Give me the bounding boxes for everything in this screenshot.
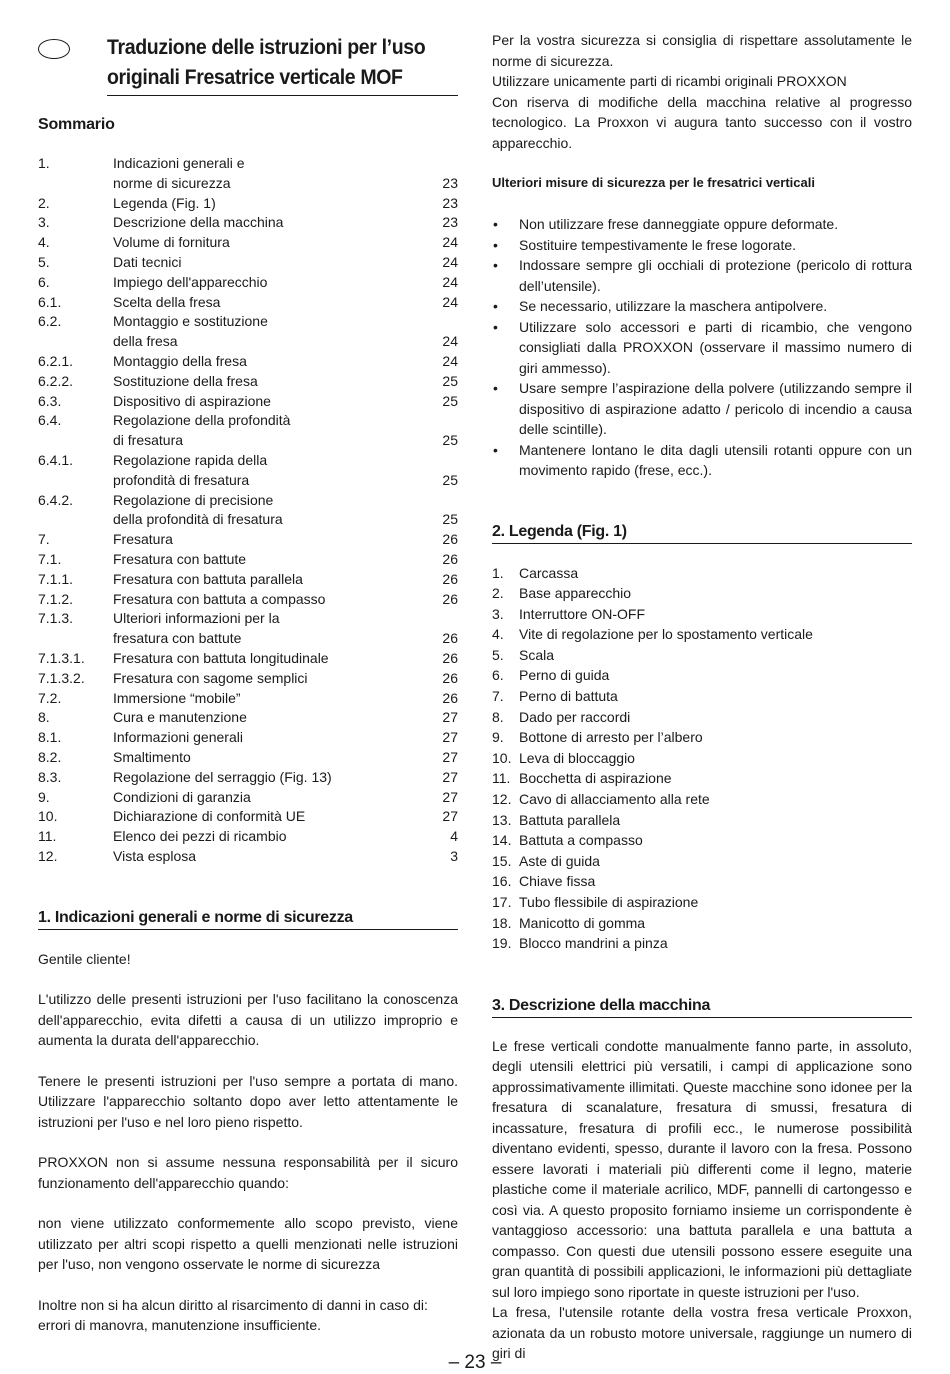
legend-item-number: 18. — [492, 914, 512, 931]
safety-bullet — [492, 255, 912, 296]
toc-entry-num: 6.3. — [38, 392, 62, 409]
toc-entry-num: 7.1. — [38, 550, 62, 567]
toc-entry-page — [418, 491, 458, 511]
toc-entry — [38, 312, 458, 332]
toc-entry — [38, 510, 458, 530]
toc-entry-title: della profondità di fresatura — [113, 511, 283, 528]
document-title-line1: Traduzione delle istruzioni per l’uso — [107, 36, 426, 59]
toc-entry-title: Fresatura con sagome semplici — [113, 669, 308, 686]
section1-heading: 1. Indicazioni generali e norme di sicurezza — [38, 908, 458, 930]
toc-entry-page — [418, 609, 458, 629]
toc-entry-title: Elenco dei pezzi di ricambio — [113, 828, 287, 845]
legend-item-number: 12. — [492, 791, 512, 808]
section1-paragraph-4: non viene utilizzato conformemente allo scopo previsto, viene utilizzato per altri scopi rispetto a quelli menzionati nelle istruzioni per l'uso, non vengono osservate le norme di sicurezza — [38, 1215, 458, 1273]
legend-item-text: Blocco mandrini a pinza — [519, 935, 668, 952]
toc-entry-num: 6.4. — [38, 412, 62, 429]
toc-entry-title: Legenda (Fig. 1) — [113, 194, 216, 211]
legend-item — [492, 686, 912, 707]
toc-entry-page: 27 — [442, 748, 458, 765]
toc-entry — [38, 827, 458, 847]
title-rule — [107, 95, 458, 96]
toc-entry-num: 7.1.1. — [38, 570, 74, 587]
toc-entry-num: 12. — [38, 847, 58, 864]
section1-paragraph-3: PROXXON non si assume nessuna responsabilità per il sicuro funzionamento dell'apparecchio quando: — [38, 1154, 458, 1191]
legend-item-number: 8. — [492, 708, 504, 725]
toc-entry — [38, 590, 458, 610]
toc-entry-num: 9. — [38, 788, 50, 805]
legend-item-number: 13. — [492, 811, 512, 828]
section2-heading: 2. Legenda (Fig. 1) — [492, 522, 912, 544]
legend-item — [492, 830, 912, 851]
legend-item-number: 14. — [492, 832, 512, 849]
toc-entry-page: 25 — [442, 471, 458, 488]
toc-entry-num: 7.1.3.2. — [38, 669, 85, 686]
toc-entry — [38, 332, 458, 352]
legend-item-text: Chiave fissa — [519, 873, 596, 890]
toc-entry-title: Indicazioni generali e — [113, 155, 245, 171]
safety-bullet — [492, 378, 912, 440]
safety-bullet — [492, 296, 912, 317]
legend-item-text: Vite di regolazione per lo spostamento verticale — [519, 626, 813, 643]
toc-entry — [38, 788, 458, 808]
legend-item-text: Aste di guida — [519, 852, 600, 869]
safety-paragraph-1: Per la vostra sicurezza si consiglia di rispettare assolutamente le norme di sicurezza. — [492, 32, 912, 69]
toc-entry-num — [38, 471, 113, 491]
legend-item — [492, 768, 912, 789]
bullet-dot-icon: • — [493, 216, 498, 232]
toc-entry-page — [418, 411, 458, 431]
toc-entry-num: 6. — [38, 273, 50, 290]
toc-entry-num: 7.1.3.1. — [38, 649, 85, 666]
bullet-dot-icon: • — [493, 318, 498, 335]
legend-item — [492, 810, 912, 831]
safety-bullet-text: Mantenere lontano le dita dagli utensili rotanti oppure con un movimento rapido (frese, ecc.). — [519, 441, 912, 478]
legend-item — [492, 624, 912, 645]
toc-entry-title: Scelta della fresa — [113, 293, 221, 310]
toc-entry — [38, 253, 458, 273]
legend-item-number: 17. — [492, 894, 512, 910]
toc-entry-page: 26 — [442, 531, 458, 548]
legend-item-number: 4. — [492, 626, 504, 643]
toc-entry-page: 25 — [442, 432, 458, 449]
toc-entry-page: 26 — [442, 649, 458, 666]
legend-item — [492, 913, 912, 934]
toc-heading: Sommario — [38, 116, 115, 133]
toc-entry-title: Fresatura con battute — [113, 550, 247, 567]
toc-entry — [38, 530, 458, 550]
toc-entry-num — [38, 510, 113, 530]
toc-entry-title: Vista esplosa — [113, 847, 197, 864]
legend-item-text: Perno di battuta — [519, 688, 618, 705]
bullet-dot-icon: • — [493, 236, 498, 253]
toc-entry-title: Ulteriori informazioni per la — [113, 610, 280, 627]
toc-entry-num: 7.1.2. — [38, 590, 74, 607]
toc-entry — [38, 372, 458, 392]
legend-item-text: Perno di guida — [519, 667, 610, 684]
toc-entry-num: 4. — [38, 234, 50, 251]
toc-entry — [38, 213, 458, 233]
toc-entry-num: 1. — [38, 155, 50, 171]
toc-entry-page: 23 — [442, 194, 458, 211]
toc-entry-num: 8.3. — [38, 768, 62, 785]
toc-entry-num — [38, 431, 113, 451]
safety-bullet — [492, 214, 912, 235]
toc-entry — [38, 233, 458, 253]
toc-entry-page: 26 — [442, 630, 458, 647]
toc-entry-title: Fresatura con battuta a compasso — [113, 590, 326, 607]
bullet-dot-icon: • — [493, 298, 498, 314]
toc-entry — [38, 273, 458, 293]
toc-entry-page: 27 — [442, 709, 458, 726]
legend-item — [492, 645, 912, 666]
toc-entry-title: Condizioni di garanzia — [113, 788, 251, 805]
safety-bullet — [492, 317, 912, 379]
legend-item-text: Scala — [519, 646, 555, 663]
legend-item-text: Base apparecchio — [519, 585, 632, 602]
legend-item-text: Carcassa — [519, 564, 579, 581]
toc-entry-num: 11. — [38, 828, 57, 845]
toc-entry — [38, 649, 458, 669]
toc-entry-page: 26 — [442, 590, 458, 607]
toc-entry — [38, 689, 458, 709]
toc-entry-title: Dispositivo di aspirazione — [113, 392, 271, 409]
section1-paragraph-5b: errori di manovra, manutenzione insufficiente. — [38, 1317, 322, 1334]
document-title — [107, 30, 459, 95]
safety-bullet-text: Usare sempre l’aspirazione della polvere (utilizzando sempre il dispositivo di aspirazione adatto / pericolo di incendio a causa delle scintille). — [519, 380, 912, 437]
toc-entry-page: 4 — [450, 828, 458, 845]
toc-entry-title: di fresatura — [113, 432, 184, 449]
section3-heading: 3. Descrizione della macchina — [492, 996, 912, 1018]
toc-entry-title: Smaltimento — [113, 748, 191, 765]
toc-entry-num: 6.1. — [38, 293, 62, 310]
safety-bullet — [492, 235, 912, 256]
legend-item-number: 2. — [492, 585, 504, 602]
toc-entry — [38, 748, 458, 768]
toc-entry-title: Fresatura — [113, 531, 173, 548]
safety-paragraph-3: Con riserva di modifiche della macchina relative al progresso tecnologico. La Proxxon vi augura tanto successo con il vostro apparecchio. — [492, 93, 912, 151]
legend-item-text: Bottone di arresto per l’albero — [519, 729, 703, 746]
legend-item — [492, 789, 912, 810]
document-title-line2: originali Fresatrice verticale MOF — [107, 66, 403, 89]
legend-item-number: 15. — [492, 852, 512, 869]
safety-bullet-text: Utilizzare solo accessori e parti di ricambio, che vengono consigliati dalla PROXXON (osservare il massimo numero di giri ammesso). — [519, 318, 912, 376]
legend-item-text: Dado per raccordi — [519, 708, 631, 725]
legend-item — [492, 727, 912, 748]
toc-entry-num: 6.2.1. — [38, 352, 74, 369]
toc-entry-num: 10. — [38, 808, 58, 825]
legend-item — [492, 665, 912, 686]
toc-entry — [38, 174, 458, 194]
toc-entry-num: 7.2. — [38, 689, 62, 706]
legend-item — [492, 583, 912, 604]
toc-entry — [38, 293, 458, 313]
legend-item-text: Manicotto di gomma — [519, 914, 646, 931]
legend-item-text: Tubo flessibile di aspirazione — [519, 894, 699, 910]
toc-entry — [38, 451, 458, 471]
legend-item-number: 7. — [492, 688, 504, 705]
toc-entry-num — [38, 332, 113, 352]
toc-entry-num: 6.4.1. — [38, 451, 74, 468]
toc-entry — [38, 194, 458, 214]
toc-entry-page — [418, 312, 458, 332]
toc-entry-page: 24 — [442, 253, 458, 270]
toc-entry — [38, 411, 458, 431]
toc-entry — [38, 352, 458, 372]
safety-paragraph-2: Utilizzare unicamente parti di ricambi originali PROXXON — [492, 73, 847, 89]
toc-entry-page: 27 — [442, 808, 458, 825]
legend-item — [492, 563, 912, 584]
toc-entry-page: 24 — [442, 234, 458, 251]
bullet-dot-icon: • — [493, 380, 498, 396]
legend-item-number: 5. — [492, 646, 504, 663]
toc-entry-page: 24 — [442, 333, 458, 350]
toc-entry — [38, 708, 458, 728]
safety-bullet-text: Se necessario, utilizzare la maschera antipolvere. — [519, 298, 828, 314]
toc-entry — [38, 669, 458, 689]
toc-entry-title: della fresa — [113, 333, 178, 350]
toc-entry-num: 8.1. — [38, 729, 62, 746]
bullet-dot-icon: • — [493, 257, 498, 273]
toc-entry-title: Montaggio e sostituzione — [113, 313, 268, 330]
safety-bullet — [492, 440, 912, 481]
legend-item — [492, 604, 912, 625]
toc-entry-num — [38, 174, 113, 194]
left-column — [38, 30, 458, 1336]
toc-entry-title: Cura e manutenzione — [113, 709, 247, 726]
greeting: Gentile cliente! — [38, 950, 131, 967]
bullet-dot-icon: • — [493, 441, 498, 458]
toc-entry-page — [418, 451, 458, 471]
toc-entry-title: Informazioni generali — [113, 729, 243, 746]
toc-entry-num: 3. — [38, 214, 50, 231]
toc-entry-page: 26 — [442, 570, 458, 587]
safety-bullet-list — [492, 214, 912, 481]
toc-entry-num: 5. — [38, 253, 50, 270]
toc-entry-page: 23 — [442, 174, 458, 191]
legend-item-text: Interruttore ON-OFF — [519, 605, 646, 622]
toc-entry-title: Impiego dell'apparecchio — [113, 273, 268, 290]
toc-entry-title: Sostituzione della fresa — [113, 372, 258, 389]
toc-entry-num: 6.2.2. — [38, 372, 74, 389]
toc-entry-title: Volume di fornitura — [113, 234, 230, 251]
toc-entry-num: 7. — [38, 531, 50, 548]
toc-entry-page — [418, 154, 458, 174]
legend-item-number: 3. — [492, 605, 504, 622]
toc-entry-page: 27 — [442, 788, 458, 805]
toc-entry — [38, 728, 458, 748]
toc-entry-num: 6.2. — [38, 313, 62, 330]
toc-entry-num: 7.1.3. — [38, 610, 74, 627]
toc-entry — [38, 392, 458, 412]
toc-entry-page: 24 — [442, 352, 458, 369]
legend-item-text: Battuta a compasso — [519, 832, 643, 849]
toc-entry — [38, 609, 458, 629]
toc-entry-title: Regolazione del serraggio (Fig. 13) — [113, 768, 332, 785]
toc-entry-title: Dati tecnici — [113, 253, 182, 270]
toc-entry — [38, 629, 458, 649]
toc-entry-title: Regolazione di precisione — [113, 491, 274, 508]
safety-bullet-text: Sostituire tempestivamente le frese logorate. — [519, 236, 797, 253]
toc-entry-title: Regolazione rapida della — [113, 451, 268, 468]
legend-item-number: 11. — [492, 770, 511, 787]
toc-entry-page: 25 — [442, 392, 458, 409]
legend-item — [492, 871, 912, 892]
toc-entry-title: Descrizione della macchina — [113, 214, 284, 231]
toc-entry-num: 2. — [38, 194, 50, 211]
toc-entry-num: 8. — [38, 709, 50, 726]
safety-subheading: Ulteriori misure di sicurezza per le fresatrici verticali — [492, 175, 815, 190]
toc-entry — [38, 154, 458, 174]
legend-item-number: 19. — [492, 935, 512, 952]
legend-item — [492, 892, 912, 913]
section1-paragraph-2: Tenere le presenti istruzioni per l'uso sempre a portata di mano. Utilizzare l'apparecchio soltanto dopo aver letto attentamente le istruzioni per l'uso e nel loro pieno rispetto. — [38, 1072, 458, 1130]
legend-item-number: 16. — [492, 873, 512, 890]
toc-entry-title: Immersione “mobile” — [113, 689, 241, 706]
legend-item-number: 9. — [492, 729, 504, 746]
toc-entry-page: 26 — [442, 550, 458, 567]
toc-entry-page: 25 — [442, 511, 458, 528]
legend-item-text: Battuta parallela — [519, 811, 621, 828]
toc-entry-page: 26 — [442, 689, 458, 706]
legend-item — [492, 933, 912, 954]
section1-paragraph-5a: Inoltre non si ha alcun diritto al risarcimento di danni in caso di: — [38, 1296, 428, 1313]
toc-entry — [38, 550, 458, 570]
legend-item-text: Leva di bloccaggio — [519, 749, 635, 766]
toc-entry-title: Montaggio della fresa — [113, 352, 247, 369]
toc-entry — [38, 471, 458, 491]
legend-item-number: 10. — [492, 749, 512, 766]
toc-entry — [38, 807, 458, 827]
legend-item-number: 1. — [492, 564, 504, 581]
toc-entry-title: Dichiarazione di conformità UE — [113, 808, 306, 825]
toc-entry-num — [38, 629, 113, 649]
section1-paragraph-1: L'utilizzo delle presenti istruzioni per l'uso facilitano la conoscenza dell'apparecchio, evita difetti a causa di un utilizzo improprio e aumenta la durata dell'apparecchio. — [38, 991, 458, 1049]
toc-entry-page: 27 — [442, 768, 458, 785]
toc-entry-title: Fresatura con battuta parallela — [113, 570, 303, 587]
legend-item — [492, 851, 912, 872]
toc-entry — [38, 847, 458, 867]
toc-entry — [38, 431, 458, 451]
toc-entry — [38, 491, 458, 511]
right-column — [492, 30, 912, 1364]
page-number: – 23 – — [448, 1352, 502, 1373]
toc-entry-title: profondità di fresatura — [113, 471, 250, 488]
toc-entry-page: 24 — [442, 293, 458, 310]
section3-paragraph-2: La fresa, l'utensile rotante della vostra fresa verticale Proxxon, azionata da un robusto motore universale, raggiunge un numero di giri di — [492, 1304, 912, 1362]
legend-item-text: Bocchetta di aspirazione — [519, 770, 672, 787]
toc-entry-num: 6.4.2. — [38, 491, 74, 508]
toc-entry-page: 3 — [450, 847, 458, 864]
language-marker-oval — [38, 39, 70, 59]
table-of-contents — [38, 154, 458, 867]
legend-item — [492, 748, 912, 769]
toc-entry-page: 24 — [442, 273, 458, 290]
toc-entry-page: 27 — [442, 729, 458, 746]
toc-entry-title: norme di sicurezza — [113, 174, 231, 191]
toc-entry-page: 26 — [442, 669, 458, 686]
toc-entry — [38, 570, 458, 590]
toc-entry-title: fresatura con battute — [113, 630, 242, 647]
toc-entry-page: 25 — [442, 372, 458, 389]
toc-entry-page: 23 — [442, 214, 458, 231]
safety-bullet-text: Non utilizzare frese danneggiate oppure deformate. — [519, 216, 839, 232]
toc-entry-title: Fresatura con battuta longitudinale — [113, 649, 329, 666]
legend-item-number: 6. — [492, 667, 504, 684]
toc-entry-title: Regolazione della profondità — [113, 412, 291, 429]
toc-entry — [38, 768, 458, 788]
legend-item — [492, 707, 912, 728]
toc-entry-num: 8.2. — [38, 748, 62, 765]
section3-paragraph-1: Le frese verticali condotte manualmente fanno parte, in assoluto, degli utensili elettrici più versatili, i campi di applicazione sono approssimativamente illimitati. Queste macchine sono idonee per la fresatura di scanalature, fresatura di smussi, fresatura di incassature, fresatura di profili ecc., le numerose possibilità diventano evidenti, spesso, durante il lavoro con la fresa. Possono essere lavorati i materiali più differenti come il legno, materie plastiche come il materiale acrilico, MDF, pannelli di cartongesso e così via. A questo proposito forniamo insieme un corrispondente è vantaggioso accessorio: una battuta parallela e una battuta a compasso. Con questi due utensili possono essere eseguite una gran quantità di possibili applicazioni, le informazioni più dettagliate sul loro impiego sono riportate in queste istruzioni per l'uso. — [492, 1037, 912, 1300]
safety-bullet-text: Indossare sempre gli occhiali di protezione (pericolo di rottura dell’utensile). — [519, 257, 912, 294]
legend-list — [492, 563, 912, 954]
legend-item-text: Cavo di allacciamento alla rete — [519, 791, 710, 808]
